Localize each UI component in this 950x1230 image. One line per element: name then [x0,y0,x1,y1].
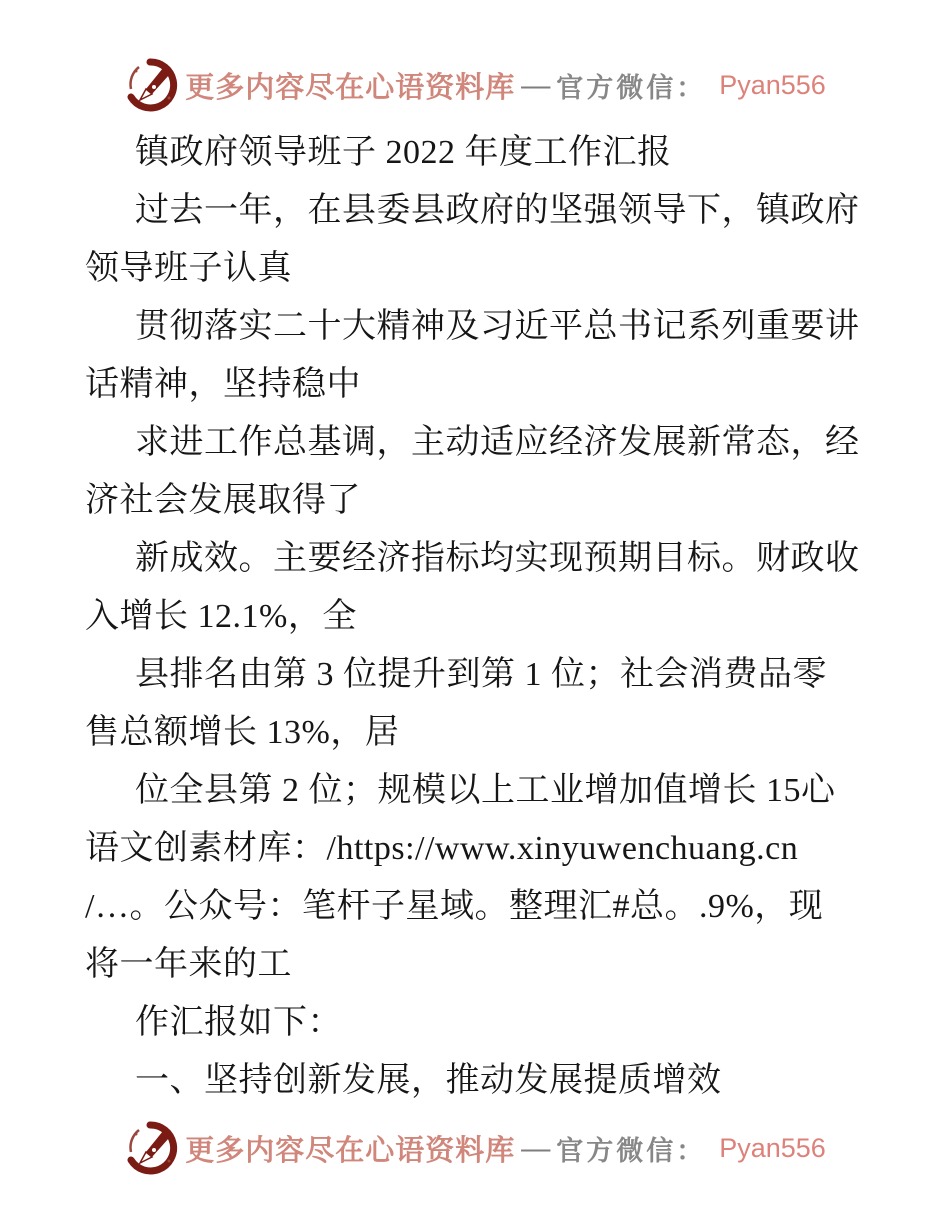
document-line: 县排名由第 3 位提升到第 1 位；社会消费品零 [135,656,827,693]
document-line: 将一年来的工 [85,946,292,983]
watermark-wechat-account: Pyan556 [719,1132,826,1163]
document-line: 新成效。主要经济指标均实现预期目标。财政收 [135,540,860,577]
document-line: 领导班子认真 [85,250,292,287]
document-line: 求进工作总基调，主动适应经济发展新常态，经 [135,424,860,461]
watermark-main-text: 更多内容尽在心语资料库 [185,1134,516,1167]
pen-nib-logo-icon [124,1121,178,1175]
watermark-wechat-label: 官方微信： [556,72,707,103]
document-line: 过去一年，在县委县政府的坚强领导下，镇政府 [135,192,860,229]
document-line: /…。公众号：笔杆子星域。整理汇#总。.9%，现 [85,888,824,925]
document-line: 语文创素材库：/https://www.xinyuwenchuang.cn [85,830,799,867]
watermark-wechat-label: 官方微信： [556,1135,707,1166]
document-line: 济社会发展取得了 [85,482,361,519]
document-body [85,124,892,1110]
document-line: 售总额增长 13%，居 [85,714,400,751]
document-line: 位全县第 2 位；规模以上工业增加值增长 15心 [135,772,836,809]
watermark-wechat-account: Pyan556 [719,69,826,100]
pen-nib-logo-icon [124,58,178,112]
watermark-footer [0,1121,950,1175]
document-line: 入增长 12.1%，全 [85,598,357,635]
document-line: 镇政府领导班子 2022 年度工作汇报 [135,134,672,171]
watermark-dash: — [521,1131,551,1164]
watermark-dash: — [521,68,551,101]
document-line: 一、坚持创新发展，推动发展提质增效 [135,1062,722,1099]
watermark-main-text: 更多内容尽在心语资料库 [185,71,516,104]
document-line: 贯彻落实二十大精神及习近平总书记系列重要讲 [135,308,860,345]
document-line: 作汇报如下： [135,1004,342,1041]
document-line: 话精神，坚持稳中 [85,366,361,403]
watermark-header [0,58,950,112]
